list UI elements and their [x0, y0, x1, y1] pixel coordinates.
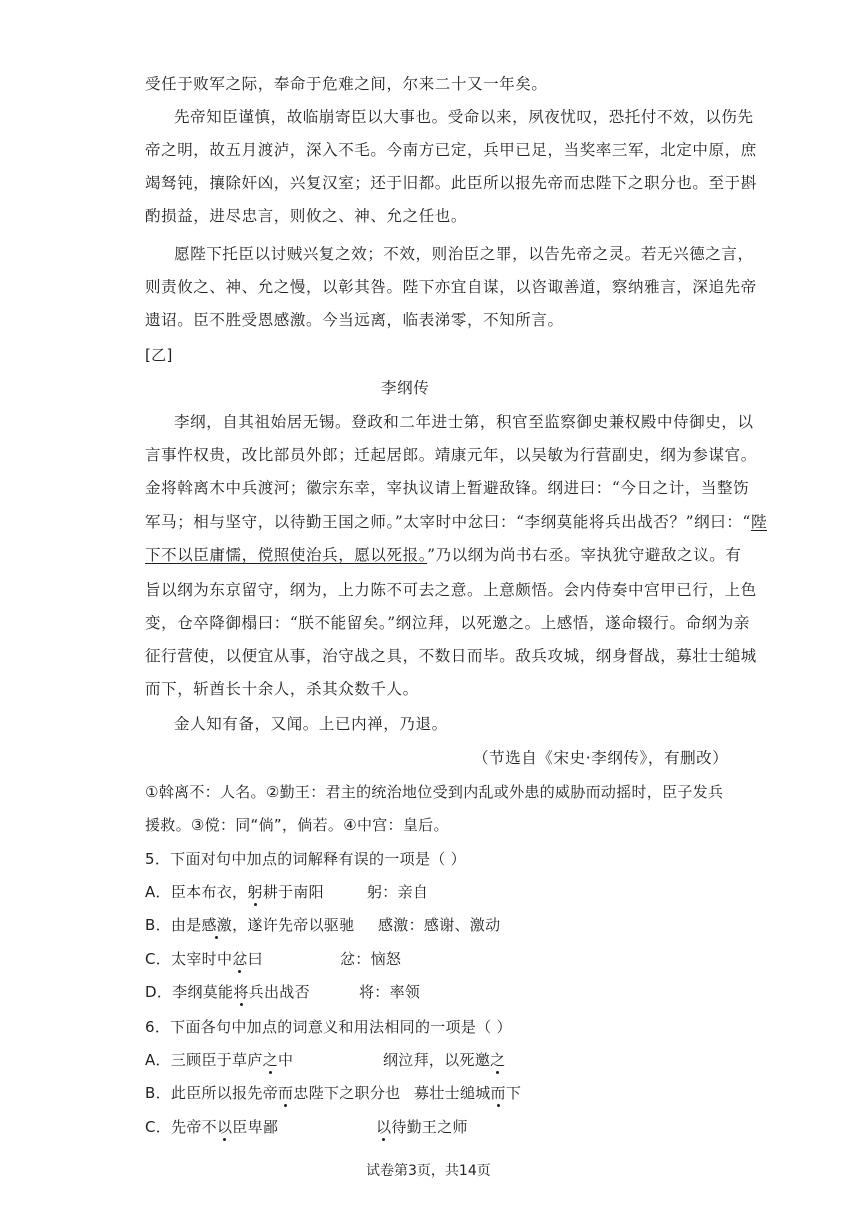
- option-text: 忠陛下之职分也: [293, 1084, 401, 1102]
- option-text: 耕于南阳: [262, 883, 324, 901]
- option-text: ，遂许先帝以驱驰: [232, 916, 355, 934]
- passage-yi-line: 言事忤权贵，改比部员外郎；迁起居郎。靖康元年，以吴敏为行营副史，纲为参谋官。: [145, 446, 757, 464]
- passage-title: 李纲传: [381, 379, 430, 397]
- passage-yi-line: [145, 512, 767, 532]
- option-text: 中: [277, 1051, 294, 1069]
- question-6-option-b-second: [414, 1083, 521, 1103]
- passage-jia-line: 先帝知臣谨慎，故临崩寄臣以大事也。受命以来，夙夜忧叹，恐托付不效，以伤先: [174, 108, 754, 126]
- option-text: 待勤王之师: [391, 1118, 468, 1136]
- option-text: 纲泣拜，以死邀: [383, 1051, 491, 1069]
- passage-jia-line: 遗诏。臣不胜受恩感激。今当远离，临表涕零，不知所言。: [145, 311, 564, 329]
- dotted-word: 而: [278, 1084, 294, 1102]
- question-6-option-c[interactable]: [145, 1117, 278, 1137]
- option-text: 募壮士缒城: [414, 1084, 491, 1102]
- option-text: 下: [505, 1084, 522, 1102]
- passage-jia-line: 愿陛下托臣以讨贼兴复之效；不效，则治臣之罪，以告先帝之灵。若无兴德之言，: [174, 245, 754, 263]
- option-text: 兵出战否: [248, 983, 310, 1001]
- option-text: A．三顾臣于草庐: [145, 1051, 263, 1069]
- option-text: A．臣本布衣，: [145, 883, 248, 901]
- dotted-word: 躬: [247, 883, 263, 901]
- passage-yi-line: 金将斡离木中兵渡河；徽宗东幸，宰执议请上暂避敌锋。纲进曰：“今日之计，当整饬: [145, 479, 750, 497]
- passage-yi-line: 李纲，自其祖始居无锡。登政和二年进士第，积官至监察御史兼权殿中侍御史，以: [174, 413, 754, 431]
- passage-yi-line: 而下，斩酋长十余人，杀其众数千人。: [145, 680, 419, 698]
- option-text: D．李纲莫能: [145, 983, 234, 1001]
- option-text: C．太宰时中: [145, 950, 233, 968]
- source-citation: （节选自《宋史·李纲传》，有删改）: [473, 749, 729, 767]
- question-5-option-c[interactable]: [145, 949, 263, 969]
- passage-jia-line: 竭驽钝，攘除奸凶，兴复汉室；还于旧都。此臣所以报先帝而忠陛下之职分也。至于斟: [145, 174, 757, 192]
- question-6-option-a[interactable]: [145, 1050, 293, 1070]
- dotted-word: 之: [490, 1051, 506, 1069]
- option-text: B．此臣所以报先帝: [145, 1084, 278, 1102]
- dotted-word: 以: [376, 1118, 392, 1136]
- question-6-stem: 6．下面各句中加点的词意义和用法相同的一项是（ ）: [145, 1018, 512, 1036]
- passage-yi-line: 变，仓卒降御榻曰：“朕不能留矣。”纲泣拜，以死邀之。上感悟，遂命辍行。命纲为亲: [145, 614, 751, 632]
- question-5-option-a-answer: 躬：亲自: [367, 883, 429, 901]
- question-5-option-b-answer: 感激：感谢、激动: [378, 916, 501, 934]
- passage-yi-line: 征行营使，以便宜从事，治守战之具，不数日而毕。敌兵攻城，纲身督战，募壮士缒城: [145, 647, 757, 665]
- passage-jia-line: 受任于败军之际，奉命于危难之间，尔来二十又一年矣。: [145, 75, 548, 93]
- option-text: C．先帝不: [145, 1118, 217, 1136]
- option-text: 曰: [247, 950, 263, 968]
- question-5-option-c-answer: 忿：恼怒: [340, 950, 402, 968]
- option-text: B．由是: [145, 916, 202, 934]
- question-5-option-b[interactable]: [145, 915, 355, 935]
- question-5-option-d[interactable]: [145, 982, 310, 1002]
- section-yi-label: [乙]: [145, 346, 173, 364]
- passage-yi-line: 金人知有备，又闻。上已内禅，乃退。: [174, 715, 448, 733]
- question-6-option-a-second: [383, 1050, 505, 1070]
- question-5-stem: 5．下面对句中加点的词解释有误的一项是（ ）: [145, 850, 466, 868]
- option-text: 臣卑鄙: [232, 1118, 279, 1136]
- passage-jia-line: 酌损益，进尽忠言，则攸之、神、允之任也。: [145, 207, 468, 225]
- question-5-option-a[interactable]: [145, 882, 324, 902]
- question-5-option-d-answer: 将：率领: [359, 983, 421, 1001]
- dotted-word: 将: [233, 983, 249, 1001]
- passage-yi-text: 军马；相与坚守，以待勤王国之师。”太宰时中忿曰：“李纲莫能将兵出战否？”纲曰：“: [145, 513, 751, 531]
- passage-yi-line: [145, 545, 742, 565]
- underlined-sentence: 陛: [750, 513, 768, 531]
- notes-line: ①斡离不：人名。②勤王：君主的统治地位受到内乱或外患的威胁而动摇时，臣子发兵: [145, 783, 724, 801]
- passage-yi-line: 旨以纲为东京留守，纲为，上力陈不可去之意。上意颇悟。会内侍奏中宫甲已行，上色: [145, 581, 757, 599]
- page-footer: 试卷第3页，共14页: [366, 1163, 491, 1179]
- passage-yi-text: ”乃以纲为尚书右丞。宰执犹守避敌之议。有: [427, 546, 742, 564]
- dotted-word: 以: [216, 1118, 233, 1136]
- question-6-option-c-second: [376, 1117, 468, 1137]
- question-6-option-b[interactable]: [145, 1083, 400, 1103]
- notes-line: 援救。③傥：同“倘”，倘若。④中宫：皇后。: [145, 816, 449, 834]
- dotted-word: 忿: [232, 950, 248, 968]
- dotted-word: 感激: [201, 916, 233, 934]
- passage-jia-line: 则责攸之、神、允之慢，以彰其咎。陛下亦宜自谋，以咨诹善道，察纳雅言，深追先帝: [145, 278, 757, 296]
- passage-jia-line: 帝之明，故五月渡泸，深入不毛。今南方已定，兵甲已足，当奖率三军，北定中原，庶: [145, 141, 757, 159]
- dotted-word: 而: [490, 1084, 506, 1102]
- underlined-sentence: 下不以臣庸懦，傥照使治兵，愿以死报。: [145, 546, 428, 564]
- dotted-word: 之: [262, 1051, 278, 1069]
